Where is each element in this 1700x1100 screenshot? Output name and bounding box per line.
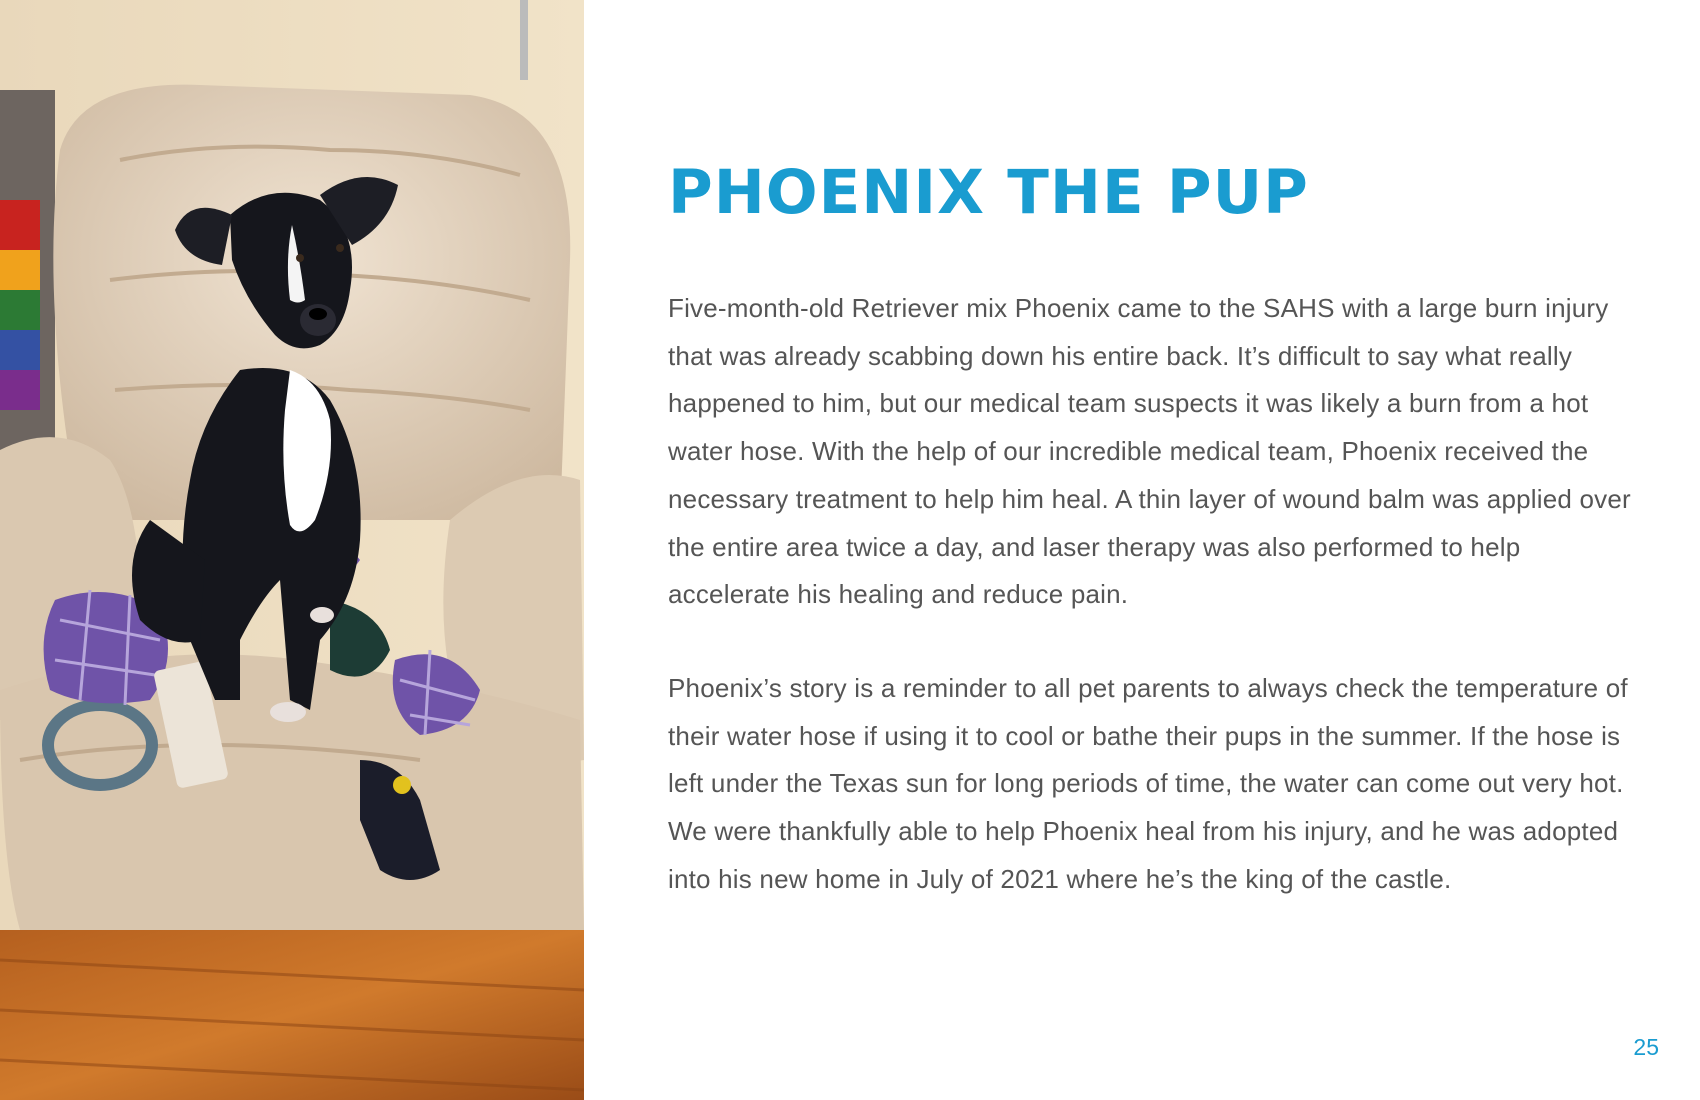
story-paragraph-1: Five-month-old Retriever mix Phoenix came to the SAHS with a large burn injury that was already scabbing down his entire back. It’s difficult to say what really happened to him, but our medical team suspects it was likely a burn from a hot water hose. With the help of our incredible medical team, Phoenix received the necessary treatment to help him heal. A thin layer of wound balm was applied over the entire area twice a day, and laser therapy was also performed to help accelerate his healing and reduce pain. xyxy=(668,293,1631,610)
page-title: PHOENIX THE PUP xyxy=(668,157,1309,228)
dog-on-armchair-photo xyxy=(0,0,584,1100)
page-number: 25 xyxy=(1633,1034,1659,1060)
story-paragraph-2: Phoenix’s story is a reminder to all pet parents to always check the temperature of their water hose if using it to cool or bathe their pups in the summer. If the hose is left under the Texas sun for long periods of time, the water can come out very hot. We were thankfully able to help Phoenix heal from his injury, and he was adopted into his new home in July of 2021 where he’s the king of the castle. xyxy=(668,673,1628,894)
